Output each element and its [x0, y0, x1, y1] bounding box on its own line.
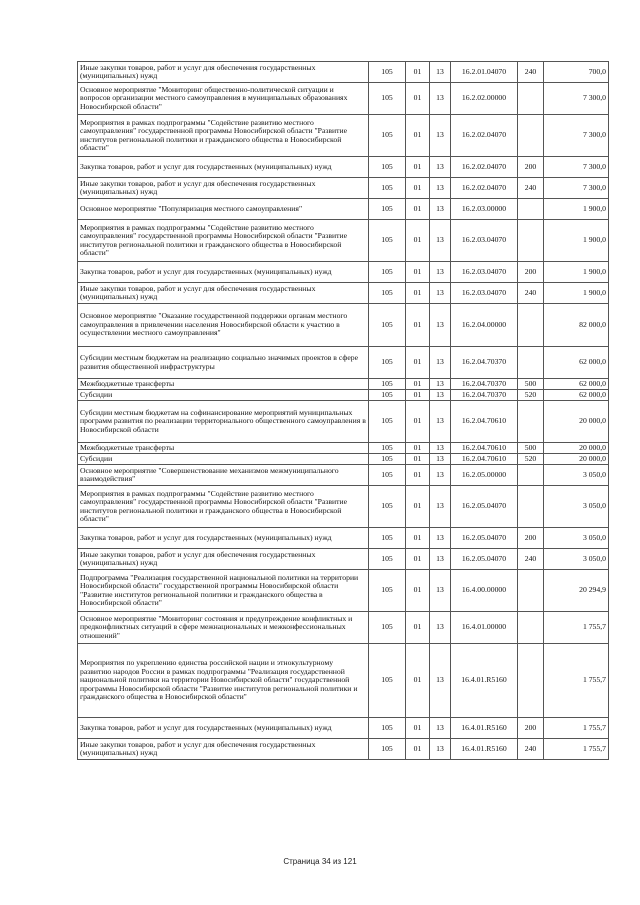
- cell-pr: 13: [430, 718, 451, 739]
- cell-name: Основное мероприятие "Оказание государственной поддержки органам местного самоуправления в привлечении населения Новосибирской области к участию в осуществлении местного самоуправления": [78, 304, 369, 347]
- cell-amount: 1 900,0: [544, 220, 609, 262]
- cell-csr: 16.2.05.04070: [451, 486, 518, 528]
- table-row: [78, 283, 609, 304]
- cell-vr: [518, 612, 544, 644]
- cell-name: Закупка товаров, работ и услуг для государственных (муниципальных) нужд: [78, 718, 369, 739]
- cell-csr: 16.2.03.04070: [451, 283, 518, 304]
- cell-name: Межбюджетные трансферты: [78, 443, 369, 454]
- cell-csr: 16.4.00.00000: [451, 570, 518, 612]
- cell-ved: 105: [369, 157, 406, 178]
- table-row: [78, 178, 609, 199]
- cell-ved: 105: [369, 178, 406, 199]
- cell-csr: 16.2.02.04070: [451, 178, 518, 199]
- cell-rz: 01: [406, 486, 430, 528]
- cell-amount: 1 900,0: [544, 199, 609, 220]
- cell-name: Субсидии: [78, 454, 369, 465]
- table-row: [78, 612, 609, 644]
- cell-vr: [518, 83, 544, 115]
- cell-csr: 16.4.01.R5160: [451, 718, 518, 739]
- cell-csr: 16.4.01.00000: [451, 612, 518, 644]
- cell-csr: 16.4.01.R5160: [451, 739, 518, 760]
- cell-pr: 13: [430, 83, 451, 115]
- cell-name: Мероприятия в рамках подпрограммы "Содействие развитию местного самоуправления" государственной программы Новосибирской области "Развитие институтов региональной политики и гражданского общества в Новосибирской области": [78, 220, 369, 262]
- cell-vr: 500: [518, 379, 544, 390]
- cell-rz: 01: [406, 443, 430, 454]
- cell-rz: 01: [406, 199, 430, 220]
- cell-vr: [518, 304, 544, 347]
- cell-csr: 16.2.04.70370: [451, 390, 518, 401]
- cell-vr: 240: [518, 283, 544, 304]
- cell-rz: 01: [406, 739, 430, 760]
- cell-ved: 105: [369, 62, 406, 83]
- cell-csr: 16.2.03.00000: [451, 199, 518, 220]
- cell-amount: 82 000,0: [544, 304, 609, 347]
- cell-csr: 16.4.01.R5160: [451, 644, 518, 718]
- table-row: [78, 199, 609, 220]
- cell-name: Иные закупки товаров, работ и услуг для обеспечения государственных (муниципальных) нужд: [78, 549, 369, 570]
- cell-pr: 13: [430, 644, 451, 718]
- cell-pr: 13: [430, 220, 451, 262]
- cell-vr: 200: [518, 262, 544, 283]
- cell-vr: 240: [518, 62, 544, 83]
- cell-name: Иные закупки товаров, работ и услуг для обеспечения государственных (муниципальных) нужд: [78, 283, 369, 304]
- cell-pr: 13: [430, 570, 451, 612]
- budget-table: [77, 61, 609, 760]
- cell-name: Закупка товаров, работ и услуг для государственных (муниципальных) нужд: [78, 262, 369, 283]
- cell-vr: 200: [518, 718, 544, 739]
- cell-amount: 700,0: [544, 62, 609, 83]
- cell-ved: 105: [369, 304, 406, 347]
- cell-csr: 16.2.01.04070: [451, 62, 518, 83]
- table-row: [78, 157, 609, 178]
- cell-vr: 500: [518, 443, 544, 454]
- cell-pr: 13: [430, 199, 451, 220]
- table-row: [78, 739, 609, 760]
- cell-ved: 105: [369, 199, 406, 220]
- cell-pr: 13: [430, 262, 451, 283]
- cell-amount: 3 050,0: [544, 549, 609, 570]
- cell-rz: 01: [406, 528, 430, 549]
- cell-name: Основное мероприятие "Совершенствование механизмов межмуниципального взаимодействия": [78, 465, 369, 486]
- cell-rz: 01: [406, 347, 430, 379]
- cell-pr: 13: [430, 612, 451, 644]
- cell-amount: 20 294,9: [544, 570, 609, 612]
- cell-rz: 01: [406, 570, 430, 612]
- table-row: [78, 62, 609, 83]
- cell-csr: 16.2.02.04070: [451, 157, 518, 178]
- table-row: [78, 644, 609, 718]
- cell-csr: 16.2.03.04070: [451, 220, 518, 262]
- cell-csr: 16.2.04.70610: [451, 401, 518, 443]
- cell-amount: 62 000,0: [544, 347, 609, 379]
- cell-vr: 200: [518, 157, 544, 178]
- cell-name: Закупка товаров, работ и услуг для государственных (муниципальных) нужд: [78, 157, 369, 178]
- cell-name: Основное мероприятие "Мониторинг общественно-политической ситуации и вопросов организации местного самоуправления в муниципальных образованиях Новосибирской области": [78, 83, 369, 115]
- cell-ved: 105: [369, 115, 406, 157]
- cell-vr: [518, 347, 544, 379]
- cell-vr: [518, 570, 544, 612]
- cell-ved: 105: [369, 220, 406, 262]
- cell-ved: 105: [369, 570, 406, 612]
- cell-ved: 105: [369, 644, 406, 718]
- cell-ved: 105: [369, 528, 406, 549]
- table-row: [78, 83, 609, 115]
- table-row: [78, 570, 609, 612]
- cell-ved: 105: [369, 739, 406, 760]
- cell-rz: 01: [406, 718, 430, 739]
- cell-amount: 7 300,0: [544, 115, 609, 157]
- cell-rz: 01: [406, 379, 430, 390]
- cell-name: Закупка товаров, работ и услуг для государственных (муниципальных) нужд: [78, 528, 369, 549]
- cell-rz: 01: [406, 157, 430, 178]
- cell-amount: 1 900,0: [544, 262, 609, 283]
- cell-vr: [518, 220, 544, 262]
- cell-pr: 13: [430, 390, 451, 401]
- cell-pr: 13: [430, 465, 451, 486]
- cell-name: Мероприятия в рамках подпрограммы "Содействие развитию местного самоуправления" государственной программы Новосибирской области "Развитие институтов региональной политики и гражданского общества в Новосибирской области": [78, 486, 369, 528]
- table-row: [78, 465, 609, 486]
- cell-pr: 13: [430, 304, 451, 347]
- cell-rz: 01: [406, 83, 430, 115]
- table-row: [78, 718, 609, 739]
- cell-amount: 3 050,0: [544, 486, 609, 528]
- cell-amount: 62 000,0: [544, 379, 609, 390]
- cell-vr: [518, 115, 544, 157]
- cell-amount: 1 900,0: [544, 283, 609, 304]
- cell-name: Подпрограмма "Реализация государственной национальной политики на территории Новосибирской области" государственной программы Новосибирской области "Развитие институтов региональной политики и гражданского общества в Новосибирской области": [78, 570, 369, 612]
- cell-amount: 20 000,0: [544, 443, 609, 454]
- cell-amount: 20 000,0: [544, 454, 609, 465]
- cell-amount: 7 300,0: [544, 83, 609, 115]
- cell-rz: 01: [406, 283, 430, 304]
- cell-name: Межбюджетные трансферты: [78, 379, 369, 390]
- cell-csr: 16.2.02.04070: [451, 115, 518, 157]
- cell-ved: 105: [369, 379, 406, 390]
- table-row: [78, 262, 609, 283]
- cell-amount: 62 000,0: [544, 390, 609, 401]
- table-row: [78, 347, 609, 379]
- cell-rz: 01: [406, 220, 430, 262]
- cell-ved: 105: [369, 443, 406, 454]
- table-row: [78, 443, 609, 454]
- cell-name: Иные закупки товаров, работ и услуг для обеспечения государственных (муниципальных) нужд: [78, 178, 369, 199]
- cell-csr: 16.2.05.04070: [451, 528, 518, 549]
- table-row: [78, 528, 609, 549]
- table-row: [78, 390, 609, 401]
- cell-ved: 105: [369, 347, 406, 379]
- page-footer: Страница 34 из 121: [283, 857, 357, 866]
- cell-rz: 01: [406, 262, 430, 283]
- cell-amount: 20 000,0: [544, 401, 609, 443]
- cell-vr: [518, 401, 544, 443]
- cell-amount: 3 050,0: [544, 528, 609, 549]
- cell-pr: 13: [430, 528, 451, 549]
- cell-rz: 01: [406, 401, 430, 443]
- cell-rz: 01: [406, 178, 430, 199]
- cell-pr: 13: [430, 157, 451, 178]
- cell-csr: 16.2.05.04070: [451, 549, 518, 570]
- cell-ved: 105: [369, 549, 406, 570]
- cell-rz: 01: [406, 644, 430, 718]
- cell-pr: 13: [430, 486, 451, 528]
- cell-name: Иные закупки товаров, работ и услуг для обеспечения государственных (муниципальных) нужд: [78, 739, 369, 760]
- table-row: [78, 304, 609, 347]
- cell-vr: 240: [518, 549, 544, 570]
- cell-name: Основное мероприятие "Мониторинг состояния и предупреждение конфликтных и предконфликтных ситуаций в сфере межнациональных и межконфессиональных отношений": [78, 612, 369, 644]
- cell-csr: 16.2.04.70370: [451, 347, 518, 379]
- cell-pr: 13: [430, 283, 451, 304]
- cell-pr: 13: [430, 379, 451, 390]
- cell-name: Мероприятия по укреплению единства российской нации и этнокультурному развитию народов России в рамках подпрограммы "Реализация государственной национальной политики на территории Новосибирской области" государственной программы Новосибирской области "Развитие институтов региональной политики и гражданского общества в Новосибирской области": [78, 644, 369, 718]
- cell-vr: 520: [518, 454, 544, 465]
- cell-pr: 13: [430, 454, 451, 465]
- cell-csr: 16.2.04.70610: [451, 454, 518, 465]
- cell-ved: 105: [369, 401, 406, 443]
- cell-rz: 01: [406, 390, 430, 401]
- cell-amount: 3 050,0: [544, 465, 609, 486]
- table-row: [78, 549, 609, 570]
- cell-rz: 01: [406, 62, 430, 83]
- cell-name: Основное мероприятие "Популяризация местного самоуправления": [78, 199, 369, 220]
- cell-ved: 105: [369, 486, 406, 528]
- cell-ved: 105: [369, 718, 406, 739]
- cell-rz: 01: [406, 549, 430, 570]
- cell-vr: 200: [518, 528, 544, 549]
- cell-vr: 520: [518, 390, 544, 401]
- cell-pr: 13: [430, 443, 451, 454]
- cell-rz: 01: [406, 612, 430, 644]
- cell-name: Мероприятия в рамках подпрограммы "Содействие развитию местного самоуправления" государственной программы Новосибирской области "Развитие институтов региональной политики и гражданского общества в Новосибирской области": [78, 115, 369, 157]
- cell-csr: 16.2.02.00000: [451, 83, 518, 115]
- table-row: [78, 401, 609, 443]
- cell-ved: 105: [369, 262, 406, 283]
- cell-amount: 1 755,7: [544, 739, 609, 760]
- cell-name: Иные закупки товаров, работ и услуг для обеспечения государственных (муниципальных) нужд: [78, 62, 369, 83]
- cell-rz: 01: [406, 115, 430, 157]
- cell-ved: 105: [369, 465, 406, 486]
- cell-ved: 105: [369, 390, 406, 401]
- cell-rz: 01: [406, 454, 430, 465]
- cell-pr: 13: [430, 739, 451, 760]
- cell-ved: 105: [369, 283, 406, 304]
- cell-csr: 16.2.04.70370: [451, 379, 518, 390]
- cell-pr: 13: [430, 549, 451, 570]
- table-row: [78, 486, 609, 528]
- cell-amount: 1 755,7: [544, 644, 609, 718]
- cell-ved: 105: [369, 454, 406, 465]
- cell-name: Субсидии: [78, 390, 369, 401]
- cell-rz: 01: [406, 465, 430, 486]
- table-row: [78, 220, 609, 262]
- cell-vr: [518, 465, 544, 486]
- cell-amount: 7 300,0: [544, 178, 609, 199]
- cell-pr: 13: [430, 178, 451, 199]
- cell-vr: [518, 486, 544, 528]
- cell-vr: 240: [518, 739, 544, 760]
- table-row: [78, 454, 609, 465]
- cell-pr: 13: [430, 62, 451, 83]
- cell-amount: 1 755,7: [544, 718, 609, 739]
- cell-vr: [518, 644, 544, 718]
- cell-name: Субсидии местным бюджетам на софинансирование мероприятий муниципальных программ развития по реализации территориального общественного самоуправления в Новосибирской области: [78, 401, 369, 443]
- cell-csr: 16.2.05.00000: [451, 465, 518, 486]
- cell-pr: 13: [430, 347, 451, 379]
- cell-csr: 16.2.04.00000: [451, 304, 518, 347]
- cell-pr: 13: [430, 401, 451, 443]
- cell-rz: 01: [406, 304, 430, 347]
- cell-ved: 105: [369, 83, 406, 115]
- cell-amount: 7 300,0: [544, 157, 609, 178]
- cell-amount: 1 755,7: [544, 612, 609, 644]
- table-row: [78, 379, 609, 390]
- cell-csr: 16.2.03.04070: [451, 262, 518, 283]
- cell-csr: 16.2.04.70610: [451, 443, 518, 454]
- table-body: [78, 62, 609, 760]
- cell-pr: 13: [430, 115, 451, 157]
- table-row: [78, 115, 609, 157]
- cell-vr: [518, 199, 544, 220]
- cell-name: Субсидии местным бюджетам на реализацию социально значимых проектов в сфере развития общественной инфраструктуры: [78, 347, 369, 379]
- cell-vr: 240: [518, 178, 544, 199]
- cell-ved: 105: [369, 612, 406, 644]
